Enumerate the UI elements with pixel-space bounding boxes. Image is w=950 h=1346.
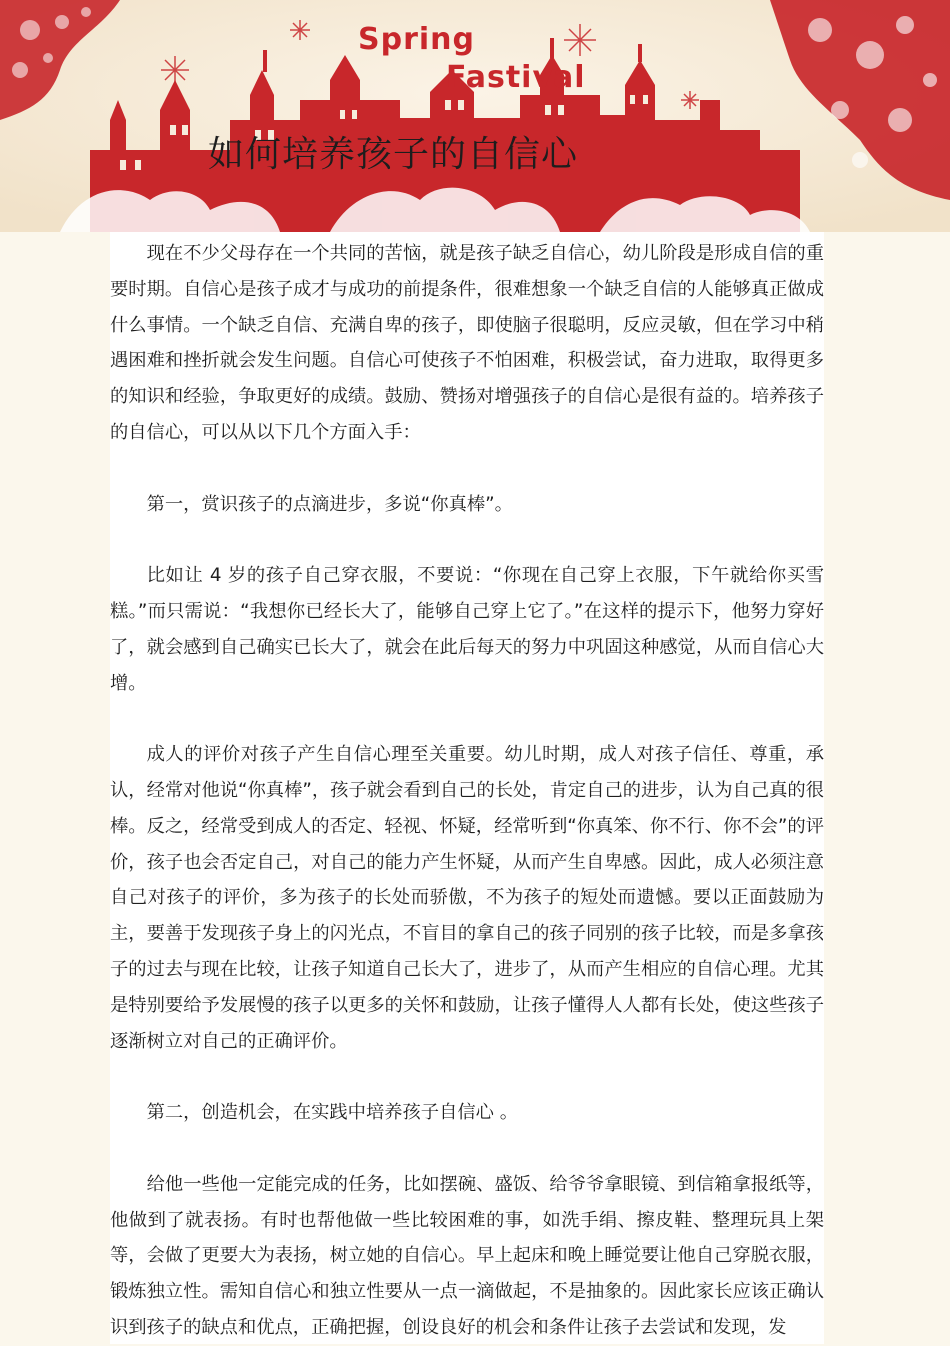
paragraph-practice: 给他一些他一定能完成的任务，比如摆碗、盛饭、给爷爷拿眼镜、到信箱拿报纸等，他做到了就表扬。有时也帮他做一些比较困难的事，如洗手绢、擦皮鞋、整理玩具上架等，会做了更要大为表扬，树立她的自信心。早上起床和晚上睡觉要让他自己穿脱衣服，锻炼独立性。需知自信心和独立性要从一点一滴做起，不是抽象的。因此家长应该正确认识到孩子的缺点和优点，正确把握，创设良好的机会和条件让孩子去尝试和发现，发 [110,1173,824,1338]
article-body [110,232,824,1344]
paragraph-point-one-heading: 第一，赏识孩子的点滴进步，多说“你真棒”。 [146,493,513,515]
paragraph-evaluation: 成人的评价对孩子产生自信心理至关重要。幼儿时期，成人对孩子信任、尊重，承认，经常对他说“你真棒”，孩子就会看到自己的长处，肯定自己的进步，认为自己真的很棒。反之，经常受到成人的否定、轻视、怀疑，经常听到“你真笨、你不行、你不会”的评价，孩子也会否定自己，对自己的能力产生怀疑，从而产生自卑感。因此，成人必须注意自己对孩子的评价，多为孩子的长处而骄傲，不为孩子的短处而遗憾。要以正面鼓励为主，要善于发现孩子身上的闪光点，不盲目的拿自己的孩子同别的孩子比较，而是多拿孩子的过去与现在比较，让孩子知道自己长大了，进步了，从而产生相应的自信心理。尤其是特别要给予发展慢的孩子以更多的关怀和鼓励，让孩子懂得人人都有长处，使这些孩子逐渐树立对自己的正确评价。 [110,744,824,1052]
paragraph-point-two-heading: 第二，创造机会，在实践中培养孩子自信心 。 [146,1102,519,1124]
page-title: 如何培养孩子的自信心 [208,134,579,175]
festival-word: Fastival [446,60,586,95]
paragraph-intro: 现在不少父母存在一个共同的苦恼，就是孩子缺乏自信心，幼儿阶段是形成自信的重要时期。自信心是孩子成才与成功的前提条件，很难想象一个缺乏自信的人能够真正做成什么事情。一个缺乏自信、充满自卑的孩子，即使脑子很聪明，反应灵敏，但在学习中稍遇困难和挫折就会发生问题。自信心可使孩子不怕困难，积极尝试，奋力进取，取得更多的知识和经验，争取更好的成绩。鼓励、赞扬对增强孩子的自信心是很有益的。培养孩子的自信心，可以从以下几个方面入手： [110,243,824,443]
paragraph-example: 比如让 4 岁的孩子自己穿衣服，不要说：“你现在自己穿上衣服，下午就给你买雪糕。”而只需说：“我想你已经长大了，能够自己穿上它了。”在这样的提示下，他努力穿好了，就会感到自己确实已长大了，就会在此后每天的努力中巩固这种感觉，从而自信心大增。 [110,565,824,694]
header-banner [0,0,950,232]
spring-festival-papercut-illustration [0,0,950,232]
spring-word: Spring [358,22,475,57]
